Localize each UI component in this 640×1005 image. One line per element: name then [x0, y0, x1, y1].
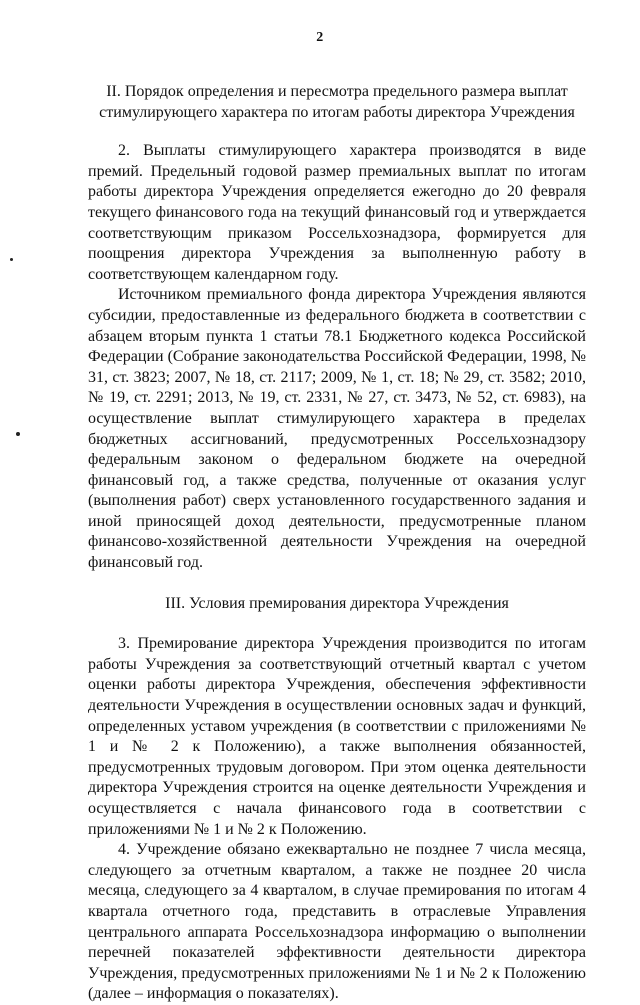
page-number: 2	[316, 30, 324, 45]
section-heading-2: II. Порядок определения и пересмотра предельного размера выплат стимулирующего характера по итогам работы директора Учреждения	[99, 83, 575, 121]
scan-speck-1	[10, 258, 13, 261]
section-heading-3: III. Условия премирования директора Учреждения	[165, 594, 509, 612]
paragraph-3: 3. Премирование директора Учреждения производится по итогам работы Учреждения за соответствующий отчетный квартал с учетом оценки работы директора Учреждения, обеспечения эффективности деятельности Учреждения в осуществлении основных задач и функций, определенных уставом учреждения (в соответствии с приложениями № 1 и № 2 к Положению), а также выполнения обязанностей, предусмотренных трудовым договором. При этом оценка деятельности директора Учреждения строится на оценке деятельности Учреждения и осуществляется с начала финансового года в соответствии с приложениями № 1 и № 2 к Положению.	[88, 635, 586, 838]
paragraph-4: 4. Учреждение обязано ежеквартально не позднее 7 числа месяца, следующего за отчетным кварталом, а также не позднее 20 числа месяца, следующего за 4 кварталом, в случае премирования по итогам 4 квартала отчетного года, представить в отраслевые Управления центрального аппарата Россельхознадзора информацию о выполнении перечней показателей эффективности деятельности директора Учреждения, предусмотренных приложениями № 1 и № 2 к Положению (далее – информация о показателях).	[88, 841, 586, 1003]
document-body	[88, 82, 586, 1005]
paragraph-2-funding-source: Источником премиального фонда директора Учреждения являются субсидии, предоставленные из федерального бюджета в соответствии с абзацем вторым пункта 1 статьи 78.1 Бюджетного кодекса Российской Федерации (Собрание законодательства Российской Федерации, 1998, № 31, ст. 3823; 2007, № 18, ст. 2117; 2009, № 1, ст. 18; № 29, ст. 3582; 2010, № 19, ст. 2291; 2013, № 19, ст. 2331, № 27, ст. 3473, № 52, ст. 6983), на осуществление выплат стимулирующего характера в пределах бюджетных ассигнований, предусмотренных Россельхознадзору федеральным законом о федеральном бюджете на очередной финансовый год, а также средства, полученные от оказания услуг (выполнения работ) сверх установленного государственного задания и иной приносящей доход деятельности, предусмотренные планом финансово-хозяйственной деятельности Учреждения на очередной финансовый год.	[88, 286, 586, 572]
paragraph-2: 2. Выплаты стимулирующего характера производятся в виде премий. Предельный годовой размер премиальных выплат по итогам работы директора Учреждения определяется ежегодно до 20 февраля текущего финансового года на текущий финансовый год и утверждается соответствующим приказом Россельхознадзора, формируется для поощрения директора Учреждения за выполненную работу в соответствующем календарном году.	[88, 142, 586, 283]
scan-speck-2	[16, 432, 20, 436]
